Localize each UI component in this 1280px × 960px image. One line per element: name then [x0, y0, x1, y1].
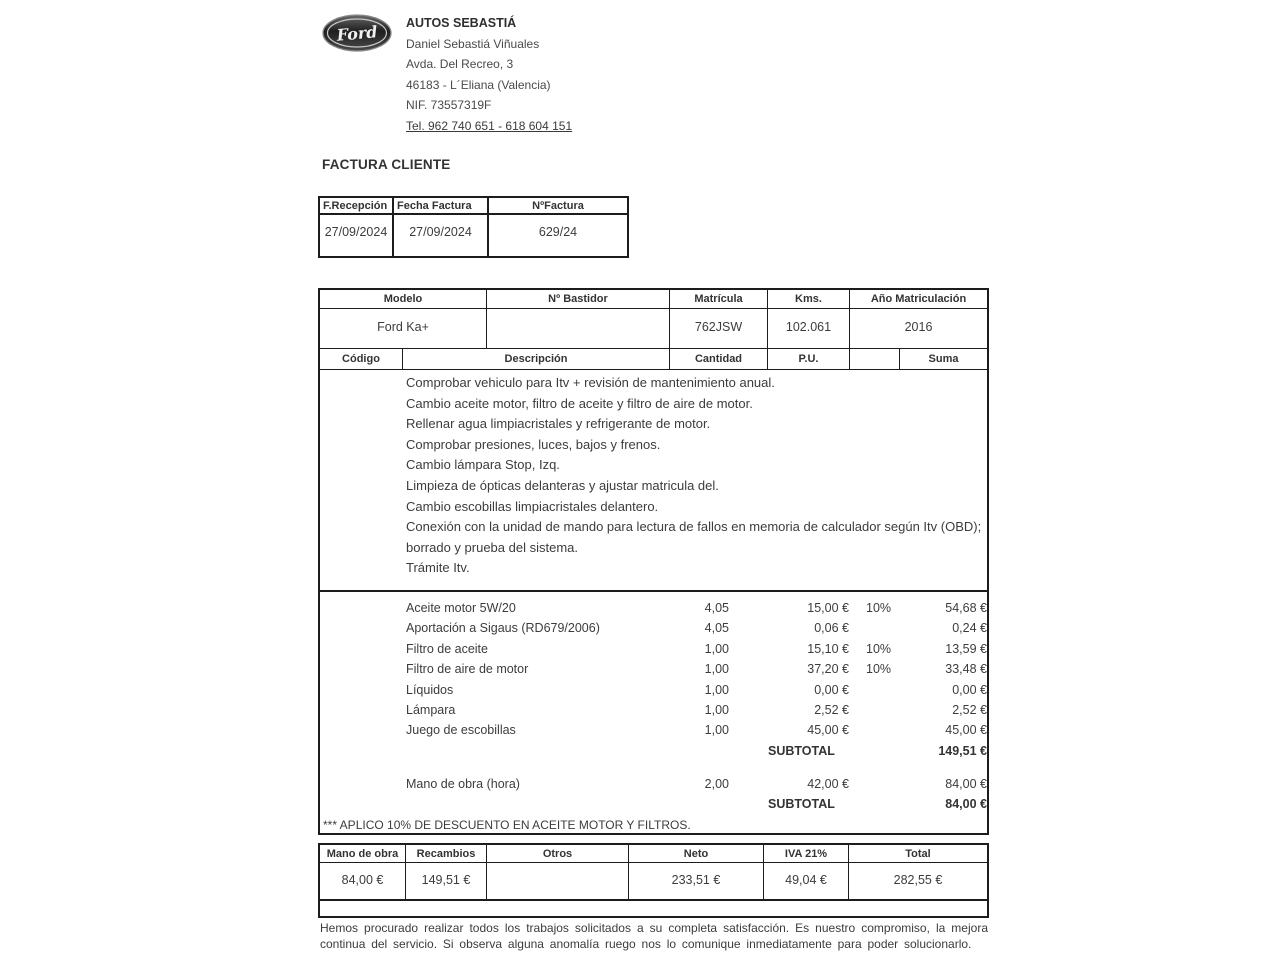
part-sum: 13,59 €	[945, 641, 987, 656]
part-sum: 33,48 €	[945, 662, 987, 677]
part-qty: 1,00	[704, 682, 729, 697]
company-name: AUTOS SEBASTIÁ	[406, 16, 517, 30]
part-unit-price: 37,20 €	[807, 662, 849, 677]
vehicle-value-row	[320, 309, 987, 349]
part-row	[320, 659, 987, 679]
discount-note: *** APLICO 10% DE DESCUENTO EN ACEITE MOTOR Y FILTROS.	[323, 818, 691, 833]
part-qty: 4,05	[704, 621, 729, 636]
part-discount	[849, 618, 901, 638]
vin-value	[487, 309, 670, 348]
part-row	[320, 680, 987, 700]
work-order-table	[318, 288, 989, 835]
part-unit-price: 15,10 €	[807, 641, 849, 656]
work-description-block	[320, 370, 987, 592]
part-qty: 1,00	[704, 662, 729, 677]
part-sum: 2,52 €	[952, 703, 987, 718]
part-name: Filtro de aire de motor	[406, 662, 529, 677]
part-sum: 54,68 €	[945, 601, 987, 615]
part-name: Aportación a Sigaus (RD679/2006)	[406, 621, 600, 636]
model-header: Modelo	[320, 290, 487, 308]
company-nif: NIF. 73557319F	[406, 98, 492, 112]
invoice-date-header: Fecha Factura	[394, 198, 489, 213]
description-header: Descripción	[403, 349, 670, 369]
part-discount: 10%	[866, 662, 892, 677]
registration-year-value: 2016	[904, 320, 933, 334]
code-header: Código	[320, 349, 403, 369]
labor-unit-price: 42,00 €	[807, 776, 849, 791]
vehicle-header-row	[320, 290, 987, 309]
vat-value: 49,04 €	[764, 863, 849, 901]
sum-header: Suma	[928, 353, 959, 365]
work-description-line: Comprobar vehiculo para Itv + revisión de mantenimiento anual.	[406, 375, 775, 390]
discount-header	[850, 349, 900, 369]
invoice-number-value: 629/24	[538, 225, 578, 239]
invoice-meta-table	[318, 196, 629, 258]
part-row	[320, 720, 987, 740]
company-phone: Tel. 962 740 651 - 618 604 151	[406, 118, 573, 133]
reception-date-header: F.Recepción	[320, 198, 394, 213]
part-discount	[849, 720, 901, 740]
part-discount: 10%	[866, 641, 892, 656]
footer-note	[320, 921, 988, 952]
labor-subtotal-label: SUBTOTAL	[768, 797, 835, 812]
part-sum: 0,24 €	[952, 621, 987, 636]
work-description-line: Cambio aceite motor, filtro de aceite y filtro de aire de motor.	[406, 395, 753, 411]
parts-subtotal-row	[320, 741, 987, 761]
part-sum: 0,00 €	[952, 682, 987, 697]
work-description-line: Limpieza de ópticas delanteras y ajustar matricula del.	[406, 477, 719, 493]
net-total-value: 233,51 €	[629, 863, 764, 901]
part-sum: 45,00 €	[945, 723, 987, 738]
ford-logo-script: Ford	[335, 22, 379, 45]
work-description-line: Rellenar agua limpiacristales y refrigerante de motor.	[406, 416, 711, 432]
letterhead	[406, 13, 706, 136]
parts-block	[320, 592, 987, 832]
part-unit-price: 0,00 €	[814, 682, 849, 697]
part-unit-price: 0,06 €	[814, 621, 849, 636]
labor-row	[320, 774, 987, 794]
part-qty: 1,00	[704, 641, 729, 656]
part-discount	[849, 700, 901, 720]
work-description-line: Comprobar presiones, luces, bajos y frenos.	[406, 436, 661, 452]
footer-line: Hemos procurado realizar todos los trabajos solicitados a su completa satisfacción. Es nuestro compromiso, la mejora	[320, 921, 988, 935]
net-total-header: Neto	[629, 845, 764, 862]
part-unit-price: 45,00 €	[807, 723, 849, 738]
part-name: Juego de escobillas	[406, 723, 516, 738]
totals-value-row	[320, 863, 987, 901]
labor-qty: 2,00	[704, 776, 729, 791]
totals-header-row	[320, 845, 987, 863]
model-value: Ford Ka+	[320, 309, 487, 348]
part-discount: 10%	[866, 601, 892, 615]
grand-total-value: 282,55 €	[893, 873, 943, 887]
work-description-line: Cambio lámpara Stop, Izq.	[406, 457, 560, 473]
ford-logo	[322, 14, 392, 57]
footer-line: continua del servicio. Si observa alguna anomalía ruego nos lo comunique inmediatamente para poder solucionarlo.	[320, 936, 972, 951]
part-qty: 4,05	[704, 601, 729, 615]
company-contact-person: Daniel Sebastiá Viñuales	[406, 36, 540, 51]
part-name: Aceite motor 5W/20	[406, 601, 516, 615]
vin-header: Nº Bastidor	[487, 290, 670, 308]
work-description-line: Trámite Itv.	[406, 560, 470, 576]
kms-header: Kms.	[768, 290, 850, 308]
part-row	[320, 618, 987, 638]
part-qty: 1,00	[704, 703, 729, 718]
plate-value: 762JSW	[670, 309, 768, 348]
others-total-value	[487, 863, 629, 901]
labor-name: Mano de obra (hora)	[406, 776, 520, 791]
labor-sum: 84,00 €	[945, 776, 987, 791]
labor-subtotal-value: 84,00 €	[945, 797, 987, 812]
invoice-meta-value-row	[320, 215, 627, 256]
parts-total-header: Recambios	[406, 845, 487, 862]
invoice-number-header: NºFactura	[532, 200, 584, 212]
parts-subtotal-label: SUBTOTAL	[768, 743, 835, 758]
parts-subtotal-value: 149,51 €	[938, 743, 987, 758]
company-city: 46183 - L´Eliana (Valencia)	[406, 77, 551, 92]
totals-table	[318, 843, 989, 903]
part-discount	[849, 680, 901, 700]
labor-discount	[849, 774, 901, 794]
part-row	[320, 700, 987, 720]
part-unit-price: 2,52 €	[814, 703, 849, 718]
part-name: Lámpara	[406, 703, 456, 718]
parts-total-value: 149,51 €	[406, 863, 487, 901]
labor-total-header: Mano de obra	[320, 845, 406, 862]
others-total-header: Otros	[487, 845, 629, 862]
kms-value: 102.061	[768, 309, 850, 348]
labor-total-value: 84,00 €	[320, 863, 406, 901]
page-title: FACTURA CLIENTE	[322, 157, 451, 172]
part-name: Filtro de aceite	[406, 641, 488, 656]
empty-strip	[318, 899, 989, 918]
unit-price-header: P.U.	[768, 349, 850, 369]
part-row	[320, 598, 987, 618]
work-description-line: Conexión con la unidad de mando para lectura de fallos en memoria de calculador según Itv (OBD);	[406, 519, 982, 535]
quantity-header: Cantidad	[670, 349, 768, 369]
part-unit-price: 15,00 €	[807, 601, 849, 615]
work-description-line: Cambio escobillas limpiacristales delantero.	[406, 498, 659, 514]
line-items-header-row	[320, 349, 987, 370]
part-name: Líquidos	[406, 682, 454, 697]
grand-total-header: Total	[905, 848, 931, 860]
reception-date-value: 27/09/2024	[320, 215, 394, 256]
labor-subtotal-row	[320, 794, 987, 814]
part-row	[320, 639, 987, 659]
registration-year-header: Año Matriculación	[870, 293, 967, 305]
invoice-date-value: 27/09/2024	[394, 215, 489, 256]
part-qty: 1,00	[704, 723, 729, 738]
work-description-line: borrado y prueba del sistema.	[406, 539, 578, 555]
plate-header: Matrícula	[670, 290, 768, 308]
vat-header: IVA 21%	[764, 845, 849, 862]
company-street: Avda. Del Recreo, 3	[406, 57, 514, 71]
invoice-meta-header-row	[320, 198, 627, 215]
